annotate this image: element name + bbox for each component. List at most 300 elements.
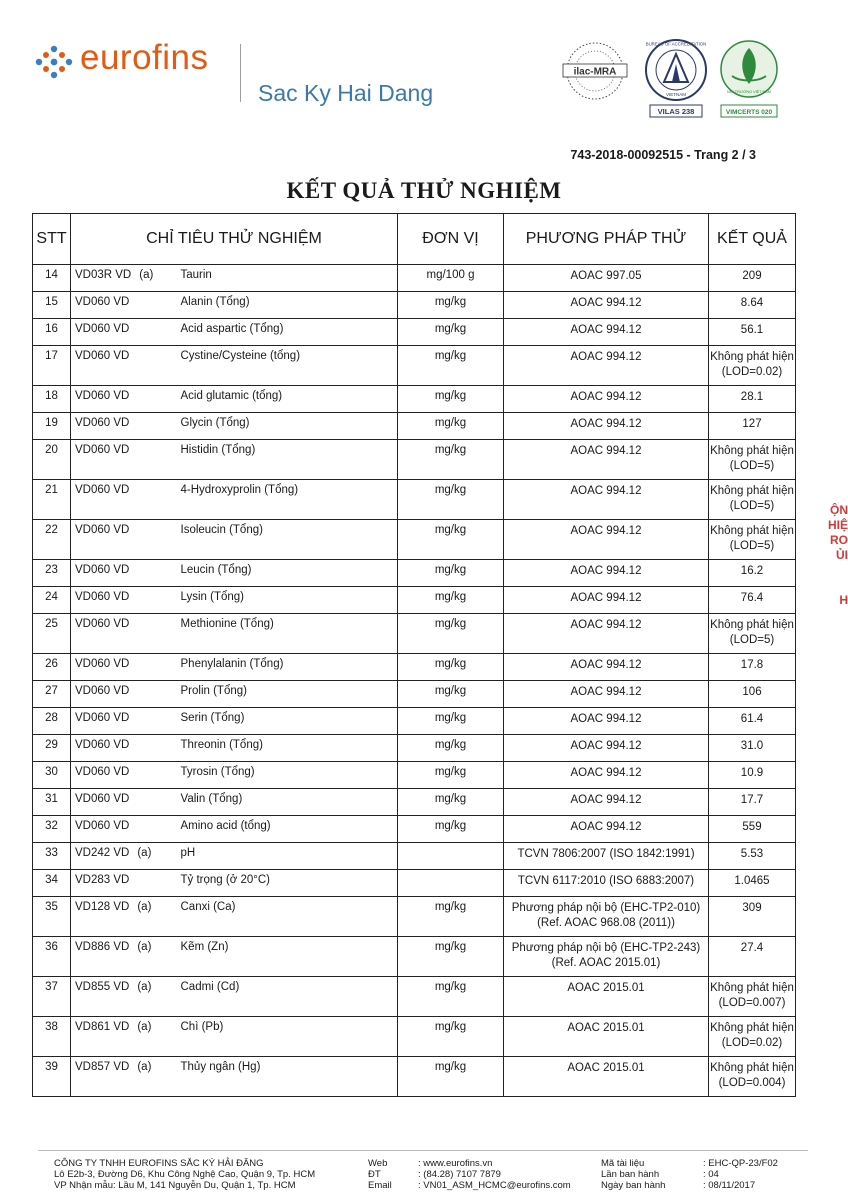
row-unit: mg/kg [398,440,504,480]
row-unit: mg/kg [398,977,504,1017]
footer-email-label: Email [368,1180,392,1191]
row-test-name: Thủy ngân (Hg) [179,1057,398,1097]
row-unit: mg/kg [398,937,504,977]
row-method-line: AOAC 994.12 [570,767,642,779]
row-method [504,346,709,386]
row-method-line: AOAC 994.12 [570,445,642,457]
row-stt: 36 [33,937,71,977]
row-method [504,897,709,937]
row-stt: 35 [33,897,71,937]
row-method [504,520,709,560]
row-result-value: 209 [742,270,762,282]
table-header-row [33,214,796,265]
row-code [71,440,179,480]
row-code-value: VD060 VD [75,766,130,778]
table-row [33,708,796,735]
row-stt: 21 [33,480,71,520]
row-method-line: AOAC 994.12 [570,821,642,833]
row-method-line: AOAC 994.12 [570,485,642,497]
table-row [33,735,796,762]
row-code-value: VD060 VD [75,793,130,805]
row-result-lod: (LOD=5) [729,500,775,512]
results-table [32,213,796,1097]
row-result [709,977,796,1017]
row-unit [398,843,504,870]
vim-ring-text: NỘI TRƯỜNG VIỆT NAM [727,90,771,94]
row-result [709,654,796,681]
eurofins-logo-dots-icon [34,44,74,80]
row-result-value: 61.4 [740,713,764,725]
edge-fragment: ỦI [836,548,848,562]
row-result [709,614,796,654]
row-result-value: 17.7 [740,794,764,806]
row-stt: 38 [33,1017,71,1057]
row-stt: 24 [33,587,71,614]
row-method [504,413,709,440]
edge-fragment: RO [830,533,848,547]
row-code-value: VD060 VD [75,444,130,456]
row-method [504,614,709,654]
table-row [33,265,796,292]
row-unit: mg/kg [398,681,504,708]
row-result [709,937,796,977]
row-result-value: Không phát hiện [710,445,794,457]
row-method-line: TCVN 7806:2007 (ISO 1842:1991) [517,848,695,860]
row-test-name: Valin (Tổng) [179,789,398,816]
row-test-name: Acid glutamic (tổng) [179,386,398,413]
table-row [33,386,796,413]
row-code [71,480,179,520]
row-result [709,520,796,560]
row-unit: mg/kg [398,762,504,789]
row-result [709,735,796,762]
row-result [709,681,796,708]
row-unit: mg/kg [398,1057,504,1097]
row-result-value: 106 [742,686,762,698]
row-method-line: Phương pháp nội bộ (EHC-TP2-010) [511,902,701,914]
row-code [71,319,179,346]
edge-fragment: HIỆ [827,518,848,532]
table-row [33,292,796,319]
row-test-name: Isoleucin (Tổng) [179,520,398,560]
row-unit: mg/kg [398,560,504,587]
row-result-value: 76.4 [740,592,764,604]
row-unit: mg/kg [398,386,504,413]
row-method-line: AOAC 994.12 [570,324,642,336]
row-stt: 30 [33,762,71,789]
row-test-name: Histidin (Tổng) [179,440,398,480]
row-code-value: VD128 VD [75,901,130,913]
row-stt: 19 [33,413,71,440]
row-method [504,762,709,789]
row-code-value: VD060 VD [75,350,130,362]
row-code [71,265,179,292]
row-result-value: 27.4 [740,942,764,954]
row-stt: 18 [33,386,71,413]
row-result [709,480,796,520]
row-method-line: Phương pháp nội bộ (EHC-TP2-243) [511,942,701,954]
row-stt: 39 [33,1057,71,1097]
row-result-value: 559 [742,821,762,833]
footer-company-block [54,1158,315,1191]
row-unit: mg/100 g [398,265,504,292]
table-row [33,560,796,587]
row-code-value: VD060 VD [75,658,130,670]
row-method [504,1057,709,1097]
table-row [33,520,796,560]
row-accreditation-mark: (a) [137,981,152,993]
row-method [504,816,709,843]
row-test-name: Kẽm (Zn) [179,937,398,977]
footer-company: CÔNG TY TNHH EUROFINS SẮC KÝ HẢI ĐĂNG [54,1158,264,1169]
row-method [504,843,709,870]
row-unit: mg/kg [398,897,504,937]
col-header-method: PHƯƠNG PHÁP THỬ [504,214,709,265]
row-result [709,897,796,937]
row-result-value: 31.0 [740,740,764,752]
row-code [71,520,179,560]
row-result [709,292,796,319]
row-test-name: Tyrosin (Tổng) [179,762,398,789]
row-result-value: 10.9 [740,767,764,779]
row-method-line: AOAC 994.12 [570,565,642,577]
row-accreditation-mark: (a) [137,1061,152,1073]
row-stt: 15 [33,292,71,319]
row-result [709,1017,796,1057]
row-stt: 33 [33,843,71,870]
footer-doc-values [703,1158,778,1191]
row-code [71,413,179,440]
row-code [71,937,179,977]
row-stt: 16 [33,319,71,346]
col-header-unit: ĐƠN VỊ [398,214,504,265]
row-test-name: Chì (Pb) [179,1017,398,1057]
row-result-lod: (LOD=0.02) [721,366,783,378]
edge-stamp [824,485,848,608]
vimcerts-text: VIMCERTS 020 [725,109,773,116]
row-result-value: Không phát hiện [710,485,794,497]
row-unit: mg/kg [398,480,504,520]
footer-doc-code: : EHC-QP-23/F02 [703,1158,778,1169]
row-result-value: 309 [742,902,762,914]
row-method-line: AOAC 994.12 [570,391,642,403]
row-code-value: VD060 VD [75,712,130,724]
row-code [71,587,179,614]
row-method [504,480,709,520]
row-method-ref: (Ref. AOAC 2015.01) [551,957,661,969]
row-method [504,789,709,816]
col-header-result: KẾT QUẢ [709,214,796,265]
footer-date: : 08/11/2017 [703,1180,756,1191]
row-code-value: VD060 VD [75,591,130,603]
row-accreditation-mark: (a) [137,847,152,859]
row-result-value: Không phát hiện [710,619,794,631]
row-result-value: 16.2 [740,565,764,577]
edge-fragment: H [839,593,848,607]
row-method-line: AOAC 994.12 [570,713,642,725]
footer-phone: : (84.28) 7107 7879 [418,1169,501,1180]
row-unit: mg/kg [398,319,504,346]
table-row [33,480,796,520]
boa-country-text: VIETNAM [665,92,687,97]
row-result-value: Không phát hiện [710,982,794,994]
row-code-value: VD060 VD [75,564,130,576]
row-stt: 31 [33,789,71,816]
table-row [33,346,796,386]
ilac-mra-logo-icon [557,40,633,102]
row-stt: 28 [33,708,71,735]
row-accreditation-mark: (a) [137,941,152,953]
row-accreditation-mark: (a) [137,901,152,913]
row-code-value: VD857 VD [75,1061,130,1073]
row-method-line: AOAC 994.12 [570,659,642,671]
row-stt: 26 [33,654,71,681]
row-test-name: Leucin (Tổng) [179,560,398,587]
row-code-value: VD060 VD [75,390,130,402]
row-code [71,977,179,1017]
row-method-line: AOAC 994.12 [570,619,642,631]
row-test-name: Methionine (Tổng) [179,614,398,654]
row-result [709,1057,796,1097]
row-code [71,560,179,587]
row-stt: 25 [33,614,71,654]
row-result-value: 5.53 [740,848,764,860]
row-test-name: Canxi (Ca) [179,897,398,937]
row-code [71,816,179,843]
bureau-accreditation-logo-icon [640,38,712,120]
footer-email-link[interactable]: : VN01_ASM_HCMC@eurofins.com [418,1180,571,1191]
table-row [33,413,796,440]
row-result [709,870,796,897]
row-stt: 37 [33,977,71,1017]
row-result [709,440,796,480]
row-code [71,735,179,762]
table-row [33,762,796,789]
row-method [504,319,709,346]
edge-fragment: ỘN [830,503,848,517]
row-method [504,292,709,319]
row-test-name: Threonin (Tổng) [179,735,398,762]
table-row [33,1057,796,1097]
row-code-value: VD060 VD [75,739,130,751]
footer-issue-label: Lần ban hành [601,1169,660,1180]
row-method-line: AOAC 994.12 [570,525,642,537]
row-result-value: 1.0465 [734,875,770,887]
row-method-line: AOAC 994.12 [570,740,642,752]
row-code-value: VD060 VD [75,820,130,832]
row-result-value: Không phát hiện [710,1022,794,1034]
row-result-value: 56.1 [740,324,764,336]
row-method-line: AOAC 994.12 [570,351,642,363]
row-test-name: Taurin [179,265,398,292]
row-method [504,386,709,413]
row-test-name: Cadmi (Cd) [179,977,398,1017]
row-method-line: AOAC 2015.01 [567,1022,645,1034]
row-result-lod: (LOD=0.004) [718,1077,786,1089]
table-row [33,816,796,843]
row-stt: 22 [33,520,71,560]
row-result [709,265,796,292]
boa-ring-text: BUREAU OF ACCREDITATION [645,41,707,47]
row-method [504,735,709,762]
table-row [33,1017,796,1057]
row-test-name: Tỷ trọng (ở 20°C) [179,870,398,897]
row-result-value: Không phát hiện [710,525,794,537]
row-test-name: Acid aspartic (Tổng) [179,319,398,346]
row-test-name: Cystine/Cysteine (tổng) [179,346,398,386]
table-row [33,789,796,816]
row-unit: mg/kg [398,346,504,386]
row-method [504,977,709,1017]
row-stt: 14 [33,265,71,292]
footer-web-link[interactable]: : www.eurofins.vn [418,1158,493,1169]
row-code-value: VD283 VD [75,874,130,886]
row-unit: mg/kg [398,413,504,440]
row-method-line: AOAC 2015.01 [567,982,645,994]
row-result-value: 28.1 [740,391,764,403]
row-code [71,346,179,386]
row-result [709,708,796,735]
row-code-value: VD060 VD [75,618,130,630]
row-method-ref: (Ref. AOAC 968.08 (2011)) [537,917,675,929]
row-stt: 17 [33,346,71,386]
row-result-lod: (LOD=5) [729,460,775,472]
row-test-name: Glycin (Tổng) [179,413,398,440]
row-code-value: VD060 VD [75,296,130,308]
row-test-name: Serin (Tổng) [179,708,398,735]
row-unit: mg/kg [398,614,504,654]
row-method [504,654,709,681]
row-code [71,292,179,319]
row-method [504,681,709,708]
row-accreditation-mark: (a) [137,1021,152,1033]
page-title: KẾT QUẢ THỬ NGHIỆM [286,178,562,203]
results-table-body [33,265,796,1097]
row-result-lod: (LOD=0.007) [718,997,786,1009]
row-unit: mg/kg [398,735,504,762]
row-code [71,654,179,681]
table-row [33,843,796,870]
row-code-value: VD060 VD [75,323,130,335]
row-result [709,843,796,870]
col-header-stt: STT [33,214,71,265]
row-method-line: AOAC 994.12 [570,297,642,309]
row-result [709,587,796,614]
row-accreditation-mark: (a) [139,269,154,281]
footer-phone-label: ĐT [368,1169,381,1180]
footer-address-1: Lô E2b-3, Đường D6, Khu Công Nghệ Cao, Quận 9, Tp. HCM [54,1169,316,1180]
row-result [709,816,796,843]
row-stt: 32 [33,816,71,843]
row-code-value: VD855 VD [75,981,130,993]
row-result [709,346,796,386]
header-divider [240,44,241,102]
table-row [33,654,796,681]
footer-doc-code-label: Mã tài liệu [601,1158,645,1169]
row-method [504,587,709,614]
row-code [71,762,179,789]
row-method [504,708,709,735]
row-code-value: VD060 VD [75,685,130,697]
footer-contact-labels [368,1158,392,1191]
row-code [71,870,179,897]
row-code-value: VD060 VD [75,484,130,496]
row-result-value: Không phát hiện [710,351,794,363]
row-unit: mg/kg [398,654,504,681]
table-row [33,897,796,937]
row-code [71,1057,179,1097]
row-code [71,681,179,708]
row-unit: mg/kg [398,1017,504,1057]
row-test-name: Amino acid (tổng) [179,816,398,843]
footer-contact-values [418,1158,571,1191]
footer-issue: : 04 [703,1169,719,1180]
row-unit: mg/kg [398,816,504,843]
row-method-line: AOAC 994.12 [570,686,642,698]
row-test-name: 4-Hydroxyprolin (Tổng) [179,480,398,520]
row-unit [398,870,504,897]
row-stt: 23 [33,560,71,587]
row-result-lod: (LOD=5) [729,540,775,552]
row-result-value: 127 [742,418,762,430]
brand-name: eurofins [80,38,209,77]
row-method-line: AOAC 994.12 [570,418,642,430]
row-unit: mg/kg [398,292,504,319]
row-result-lod: (LOD=5) [729,634,775,646]
row-unit: mg/kg [398,789,504,816]
row-code-value: VD03R VD [75,269,132,281]
row-method-line: AOAC 997.05 [570,270,642,282]
subsidiary-name: Sac Ky Hai Dang [258,80,434,106]
row-method [504,937,709,977]
row-method [504,560,709,587]
row-code-value: VD242 VD [75,847,130,859]
table-row [33,587,796,614]
vimcerts-logo-icon [718,38,780,120]
row-result [709,560,796,587]
row-method [504,265,709,292]
table-row [33,440,796,480]
table-row [33,681,796,708]
row-unit: mg/kg [398,587,504,614]
row-test-name: Prolin (Tổng) [179,681,398,708]
row-test-name: Alanin (Tổng) [179,292,398,319]
row-stt: 27 [33,681,71,708]
row-method [504,870,709,897]
row-code-value: VD886 VD [75,941,130,953]
row-stt: 29 [33,735,71,762]
row-code [71,843,179,870]
row-code [71,789,179,816]
row-code [71,897,179,937]
row-test-name: Lysin (Tổng) [179,587,398,614]
row-unit: mg/kg [398,520,504,560]
row-result-lod: (LOD=0.02) [721,1037,783,1049]
row-result [709,762,796,789]
row-method-line: AOAC 2015.01 [567,1062,645,1074]
row-result [709,413,796,440]
row-result [709,789,796,816]
footer-address-2: VP Nhận mẫu: Lầu M, 141 Nguyễn Du, Quận 1, Tp. HCM [54,1180,296,1191]
row-result-value: Không phát hiện [710,1062,794,1074]
row-test-name: pH [179,843,398,870]
row-method-line: TCVN 6117:2010 (ISO 6883:2007) [517,875,695,887]
footer-web-label: Web [368,1158,388,1169]
row-result [709,319,796,346]
row-test-name: Phenylalanin (Tổng) [179,654,398,681]
footer-divider [38,1150,808,1151]
row-result-value: 8.64 [740,297,764,309]
